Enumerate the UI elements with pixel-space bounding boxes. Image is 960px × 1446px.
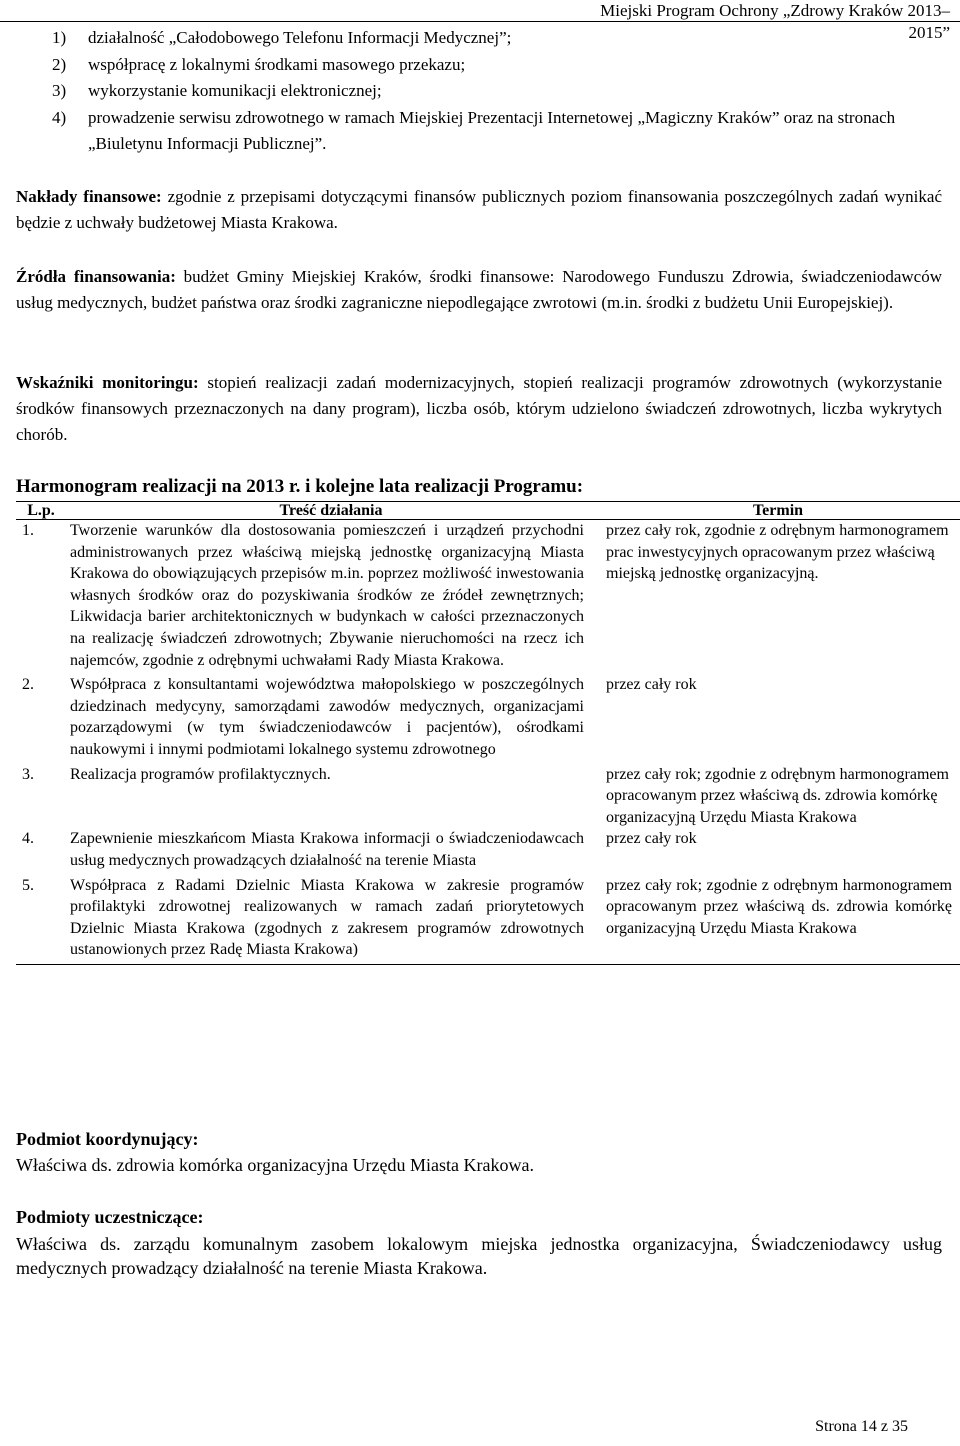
table-row — [16, 674, 960, 763]
podmiot-text: Właściwa ds. zdrowia komórka organizacyjna Urzędu Miasta Krakowa. — [16, 1155, 534, 1175]
podmiot-label: Podmiot koordynujący: — [16, 1129, 199, 1149]
table-row — [16, 520, 960, 675]
harmonogram-title: Harmonogram realizacji na 2013 r. i kolejne lata realizacji Programu: — [16, 476, 584, 497]
row-tresc: Współpraca z konsultantami województwa małopolskiego w poszczególnych dziedzinach medycyny, samorządami zawodów medycznych, organizacjami pozarządowymi (w tym świadczeniodawców i pacjentów), ośrodkami naukowymi i innymi podmiotami lokalnego systemu zdrowotnego — [70, 676, 584, 758]
zrodla-label: Źródła finansowania: — [16, 267, 176, 286]
row-tresc: Tworzenie warunków dla dostosowania pomieszczeń i urządzeń przychodni administrowanych przez właściwą miejską jednostkę organizacyjną Miasta Krakowa do obowiązujących przepisów m.in. poprzez możliwość inwestowania własnych środków oraz do pozyskiwania środków ze źródeł zewnętrznych; Likwidacja barier architektonicznych w budynkach w całości przeznaczonych na realizację świadczeń zdrowotnych; Zbywanie nieruchomości na rzecz ich najemców, zgodnie z odrębnymi uchwałami Rady Miasta Krakowa. — [70, 522, 584, 669]
row-termin: przez cały rok, zgodnie z odrębnym harmonogramem prac inwestycyjnych opracowanym przez właściwą miejską jednostkę organizacyjną. — [606, 522, 949, 583]
row-tresc: Zapewnienie mieszkańcom Miasta Krakowa informacji o świadczeniodawcach usług medycznych prowadzących działalność na terenie Miasta — [70, 830, 584, 869]
podmioty-label: Podmioty uczestniczące: — [16, 1207, 204, 1227]
header-rule — [0, 21, 960, 22]
list-item: 2) współpracę z lokalnymi środkami masowego przekazu; — [52, 54, 466, 74]
zrodla-paragraph: Źródła finansowania: budżet Gminy Miejskiej Kraków, środki finansowe: Narodowego Funduszu Zdrowia, świadczeniodawców usług medycznych, budżet państwa oraz środki zagraniczne niepodlegające zwrotowi (m.in. środki z budżetu Unii Europejskiej). — [16, 267, 942, 312]
wskazniki-paragraph: Wskaźniki monitoringu: stopień realizacji zadań modernizacyjnych, stopień realizacji programów zdrowotnych (wykorzystanie środków finansowych przeznaczonych na dany program), liczba osób, którym udzielono świadczeń zdrowotnych, liczba wykrytych chorób. — [16, 373, 943, 444]
list-item: 3) wykorzystanie komunikacji elektronicznej; — [52, 81, 382, 100]
list-item: 1) działalność „Całodobowego Telefonu Informacji Medycznej”; — [52, 28, 512, 47]
row-lp: 4. — [22, 830, 34, 848]
row-termin: przez cały rok — [606, 676, 697, 694]
header-lp: L.p. — [16, 502, 66, 520]
wskazniki-label: Wskaźniki monitoringu: — [16, 373, 199, 392]
list-item: 4) prowadzenie serwisu zdrowotnego w ramach Miejskiej Prezentacji Internetowej „Magiczny Kraków” oraz na stronach „Biuletynu Informacji Publicznej”. — [52, 107, 896, 153]
page-number: Strona 14 z 35 — [815, 1418, 908, 1435]
channels-list — [52, 25, 947, 158]
row-lp: 3. — [22, 765, 34, 783]
row-tresc: Współpraca z Radami Dzielnic Miasta Krakowa w zakresie programów profilaktyki zdrowotnej realizowanych w ramach zadań priorytetowych Dzielnic Miasta Krakowa (zgodnych z zakresem programów zdrowotnych ustanowionych przez Radę Miasta Krakowa) — [66, 875, 596, 965]
header-termin: Termin — [596, 502, 960, 520]
table-row — [16, 828, 960, 874]
podmioty-text: Właściwa ds. zarządu komunalnym zasobem lokalowym miejska jednostka organizacyjna, Świadczeniodawcy usług medycznych prowadzący działalność na terenie Miasta Krakowa. — [16, 1234, 942, 1278]
row-lp: 2. — [22, 676, 34, 694]
naklady-label: Nakłady finansowe: — [16, 187, 162, 206]
naklady-paragraph: Nakłady finansowe: zgodnie z przepisami dotyczącymi finansów publicznych poziom finansowania poszczególnych zadań wynikać będzie z uchwały budżetowej Miasta Krakowa. — [16, 187, 942, 232]
row-lp: 5. — [16, 875, 66, 965]
table-row — [16, 875, 960, 965]
row-lp: 1. — [22, 522, 34, 539]
row-tresc: Realizacja programów profilaktycznych. — [70, 765, 331, 783]
row-termin: przez cały rok — [606, 830, 697, 848]
table-header-row — [16, 502, 960, 520]
row-termin: przez cały rok; zgodnie z odrębnym harmonogramem opracowanym przez właściwą ds. zdrowia komórkę organizacyjną Urzędu Miasta Krakowa — [596, 875, 960, 965]
running-header: Miejski Program Ochrony „Zdrowy Kraków 2013–2015” — [600, 1, 950, 42]
row-termin: przez cały rok; zgodnie z odrębnym harmonogramem opracowanym przez właściwą ds. zdrowia komórkę organizacyjną Urzędu Miasta Krakowa — [606, 765, 949, 826]
table-row — [16, 764, 960, 829]
schedule-table — [16, 501, 960, 965]
header-tresc: Treść działania — [66, 502, 596, 520]
